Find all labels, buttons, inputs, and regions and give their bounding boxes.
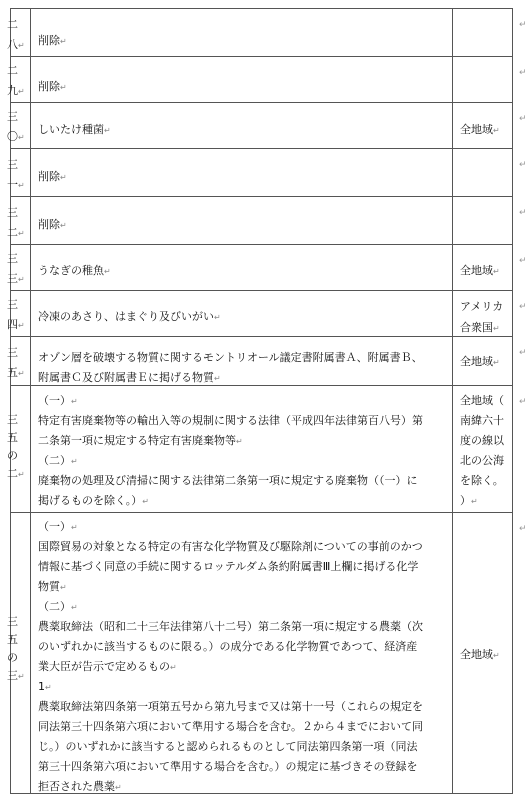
paragraph-mark: ↵	[493, 358, 500, 367]
table-horizontal-rule	[10, 290, 513, 291]
row-number-char: 五↵	[7, 366, 25, 379]
paragraph-mark: ↵	[18, 87, 25, 96]
item-description-line: 附属書Ｃ及び附属書Ｅに掲げる物質↵	[38, 371, 221, 384]
region-line: 南緯六十	[460, 414, 504, 427]
paragraph-mark: ↵	[60, 37, 67, 46]
item-description-line: 国際貿易の対象となる特定の有害な化学物質及び駆除剤についての事前のかつ	[38, 540, 423, 553]
paragraph-mark: ↵	[104, 126, 111, 135]
table-horizontal-rule	[10, 512, 513, 513]
item-description-line: 拒否された農薬↵	[38, 780, 122, 793]
row-number-char: 二↵	[7, 467, 25, 480]
end-of-row-mark: ↵	[519, 524, 527, 534]
row-number-char: 三	[7, 346, 18, 359]
item-description-line: 掲げるものを除く。）↵	[38, 494, 149, 507]
end-of-row-mark: ↵	[519, 256, 527, 266]
row-number-char: 九↵	[7, 84, 25, 97]
item-description-line: （二）↵	[38, 600, 78, 613]
row-number-char: 三	[7, 298, 18, 311]
paragraph-mark: ↵	[18, 41, 25, 50]
table-horizontal-rule	[10, 244, 513, 245]
end-of-row-mark: ↵	[519, 68, 527, 78]
item-description-line: 農薬取締法（昭和二十三年法律第八十二号）第二条第一項に規定する農薬（次	[38, 620, 423, 633]
region-line: アメリカ	[460, 300, 504, 313]
paragraph-mark: ↵	[18, 369, 25, 378]
paragraph-mark: ↵	[71, 397, 78, 406]
item-description-line: 二条第一項に規定する特定有害廃棄物等↵	[38, 434, 243, 447]
item-description-line: 1↵	[38, 680, 52, 693]
item-description-line: 農薬取締法第四条第一項第五号から第九号まで又は第十一号（これらの規定を	[38, 700, 423, 713]
region-line: 全地域↵	[460, 355, 500, 368]
region-line: 北の公海	[460, 454, 504, 467]
row-number-char: の	[7, 449, 18, 462]
paragraph-mark: ↵	[71, 523, 78, 532]
item-description-line: （一）↵	[38, 520, 78, 533]
paragraph-mark: ↵	[142, 497, 149, 506]
item-description-line: 削除↵	[38, 34, 67, 47]
region-line: 度の線以	[460, 434, 504, 447]
row-number-char: 三	[7, 252, 18, 265]
paragraph-mark: ↵	[18, 470, 25, 479]
table-horizontal-rule	[10, 336, 513, 337]
row-number-char: 二↵	[7, 226, 25, 239]
paragraph-mark: ↵	[18, 181, 25, 190]
end-of-row-mark: ↵	[519, 302, 527, 312]
item-description-line: 冷凍のあさり、はまぐり及びいがい↵	[38, 310, 221, 323]
end-of-row-mark: ↵	[519, 397, 527, 407]
paragraph-mark: ↵	[18, 133, 25, 142]
row-number-char: 八↵	[7, 38, 25, 51]
table-horizontal-rule	[10, 148, 513, 149]
row-number-char: 三	[7, 615, 18, 628]
end-of-row-mark: ↵	[519, 348, 527, 358]
table-vertical-rule	[30, 8, 31, 793]
region-line: を除く。	[460, 474, 504, 487]
item-description-line: 廃棄物の処理及び清掃に関する法律第二条第一項に規定する廃棄物（（一）に	[38, 474, 418, 487]
item-description-line: 同法第三十四条第六項において準用する場合を含む。２から４までにおいて同	[38, 720, 423, 733]
item-description-line: 特定有害廃棄物等の輸出入等の規制に関する法律（平成四年法律第百八号）第	[38, 414, 423, 427]
item-description-line: のいずれかに該当するものに限る。）の成分である化学物質であつて、経済産	[38, 640, 418, 653]
paragraph-mark: ↵	[60, 83, 67, 92]
item-description-line: じ。）のいずれかに該当すると認められるものとして同法第四条第一項（同法	[38, 740, 418, 753]
end-of-row-mark: ↵	[519, 160, 527, 170]
item-description-line: 情報に基づく同意の手続に関するロッテルダム条約附属書Ⅲ上欄に掲げる化学	[38, 560, 419, 573]
row-number-char: 三↵	[7, 669, 25, 682]
item-description-line: 物質↵	[38, 580, 67, 593]
paragraph-mark: ↵	[18, 321, 25, 330]
row-number-char: 四↵	[7, 318, 25, 331]
item-description-line: （二）↵	[38, 454, 78, 467]
item-description-line: 削除↵	[38, 218, 67, 231]
paragraph-mark: ↵	[493, 126, 500, 135]
row-number-char: 三	[7, 413, 18, 426]
paragraph-mark: ↵	[60, 221, 67, 230]
paragraph-mark: ↵	[493, 651, 500, 660]
table-vertical-rule	[512, 8, 513, 793]
paragraph-mark: ↵	[493, 267, 500, 276]
table-horizontal-rule	[10, 8, 513, 9]
paragraph-mark: ↵	[236, 437, 243, 446]
region-line: 全地域（	[460, 394, 504, 407]
row-number-char: 二	[7, 18, 18, 31]
table-horizontal-rule	[10, 56, 513, 57]
paragraph-mark: ↵	[214, 313, 221, 322]
paragraph-mark: ↵	[18, 275, 25, 284]
paragraph-mark: ↵	[115, 783, 122, 792]
row-number-char: 五	[7, 431, 18, 444]
paragraph-mark: ↵	[71, 457, 78, 466]
row-number-char: 〇↵	[7, 130, 25, 143]
row-number-char: の	[7, 651, 18, 664]
item-description-line: 削除↵	[38, 170, 67, 183]
row-number-char: 二	[7, 64, 18, 77]
region-line: 全地域↵	[460, 648, 500, 661]
table-vertical-rule	[452, 8, 453, 793]
item-description-line: しいたけ種菌↵	[38, 123, 111, 136]
item-description-line: うなぎの稚魚↵	[38, 264, 111, 277]
row-number-char: 三	[7, 110, 18, 123]
paragraph-mark: ↵	[104, 267, 111, 276]
item-description-line: （一）↵	[38, 394, 78, 407]
row-number-char: 三	[7, 206, 18, 219]
paragraph-mark: ↵	[214, 374, 221, 383]
item-description-line: オゾン層を破壊する物質に関するモントリオール議定書附属書Ａ、附属書Ｂ、	[38, 351, 423, 364]
paragraph-mark: ↵	[60, 583, 67, 592]
table-horizontal-rule	[10, 196, 513, 197]
end-of-row-mark: ↵	[519, 208, 527, 218]
item-description-line: 業大臣が告示で定めるもの↵	[38, 660, 177, 673]
row-number-char: 一↵	[7, 178, 25, 191]
item-description-line: 第三十四条第六項において準用する場合を含む。）の規定に基づきその登録を	[38, 760, 418, 773]
paragraph-mark: ↵	[471, 497, 478, 506]
paragraph-mark: ↵	[18, 229, 25, 238]
paragraph-mark: ↵	[60, 173, 67, 182]
paragraph-mark: ↵	[493, 324, 500, 333]
end-of-row-mark: ↵	[519, 114, 527, 124]
row-number-char: 三↵	[7, 272, 25, 285]
region-line: ）↵	[460, 494, 478, 507]
region-line: 合衆国↵	[460, 321, 500, 334]
paragraph-mark: ↵	[45, 683, 52, 692]
table-horizontal-rule	[10, 102, 513, 103]
row-number-char: 五	[7, 633, 18, 646]
end-of-row-mark: ↵	[519, 20, 527, 30]
region-line: 全地域↵	[460, 123, 500, 136]
paragraph-mark: ↵	[18, 672, 25, 681]
row-number-char: 三	[7, 158, 18, 171]
paragraph-mark: ↵	[170, 663, 177, 672]
paragraph-mark: ↵	[71, 603, 78, 612]
region-line: 全地域↵	[460, 264, 500, 277]
item-description-line: 削除↵	[38, 80, 67, 93]
